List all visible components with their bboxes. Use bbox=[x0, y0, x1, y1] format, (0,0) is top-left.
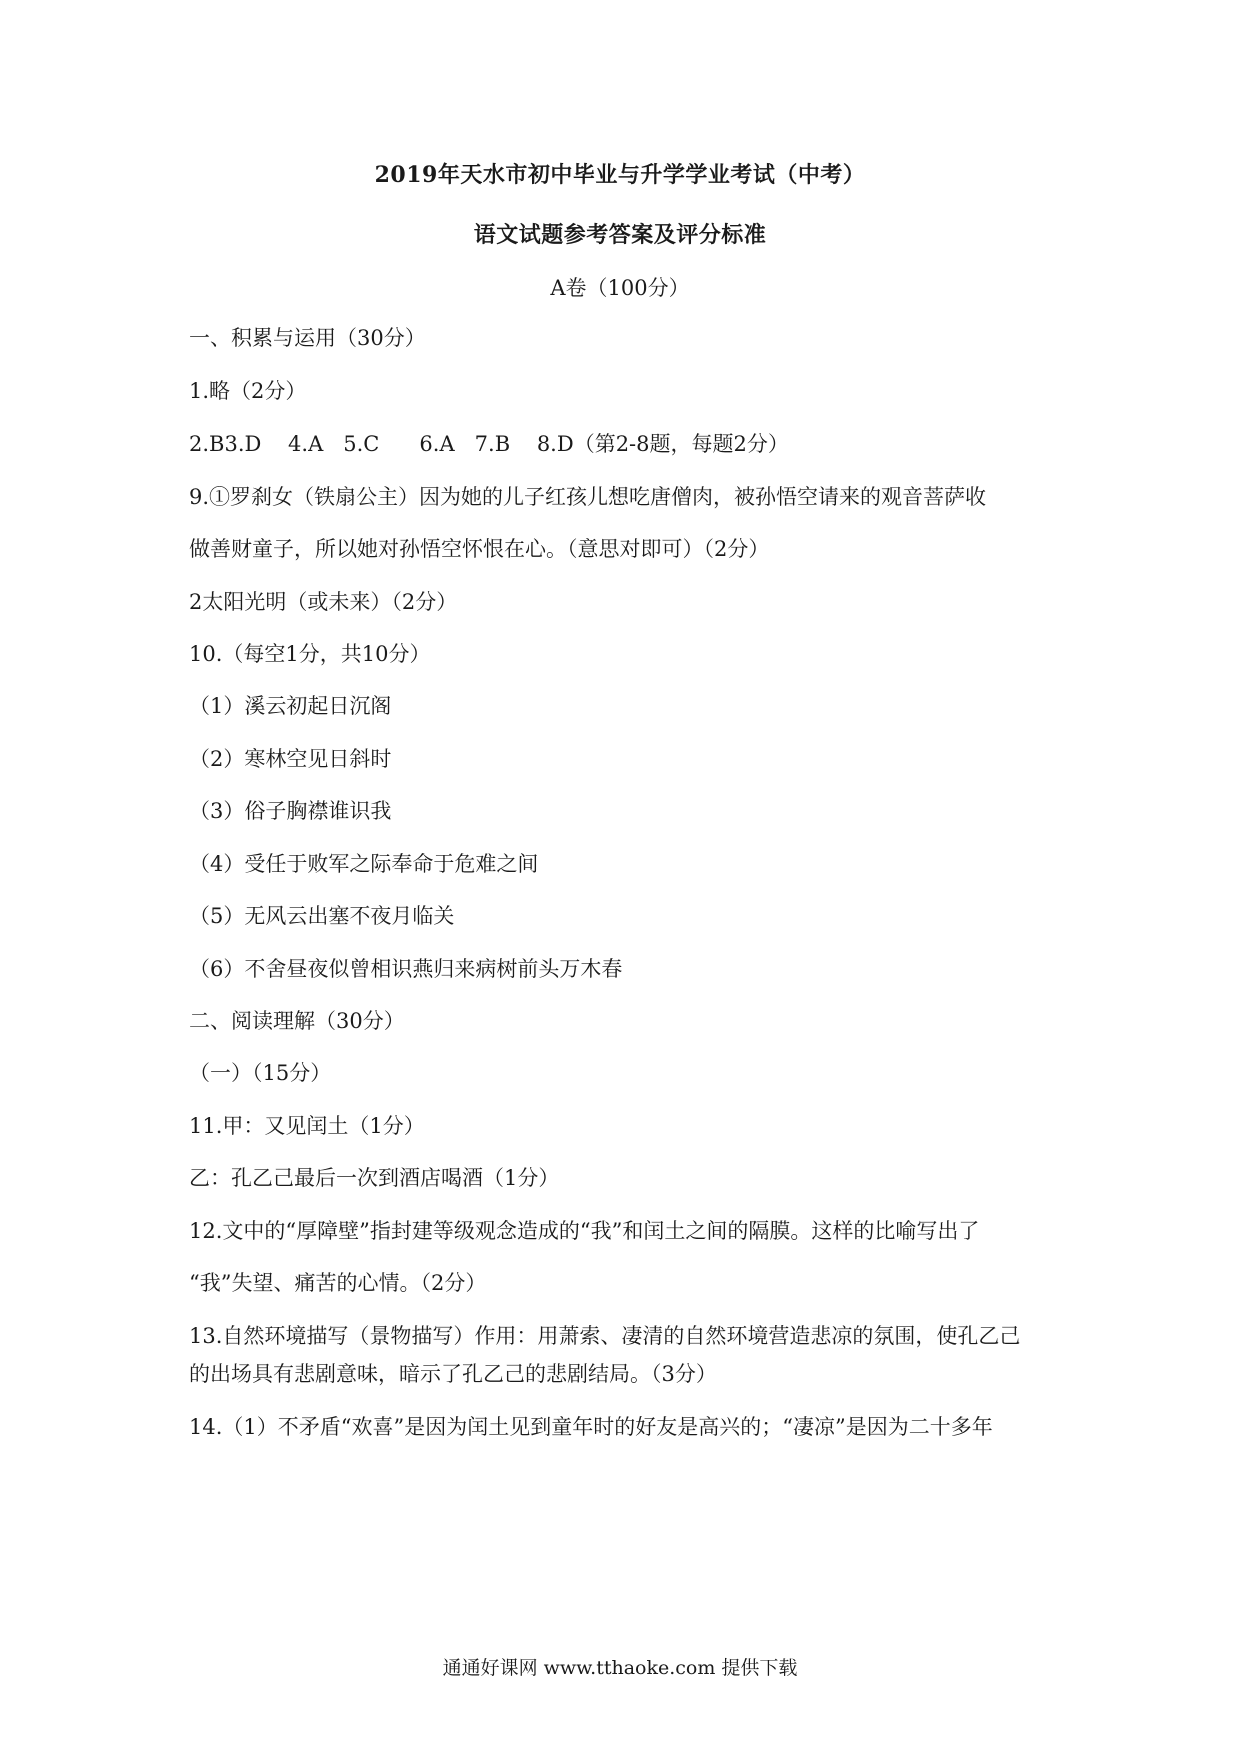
answer-line: 乙：孔乙己最后一次到酒店喝酒（1分） bbox=[189, 1166, 560, 1190]
answer-line: “我”失望、痛苦的心情。（2分） bbox=[189, 1271, 487, 1295]
page-footer: 通通好课网 www.tthaoke.com 提供下载 bbox=[442, 1657, 798, 1679]
answer-line: 13.自然环境描写（景物描写）作用：用萧索、凄清的自然环境营造悲凉的氛围，使孔乙己 bbox=[189, 1324, 1021, 1348]
answer-line: 1.略（2分） bbox=[189, 379, 307, 403]
answer-line: （5）无风云出塞不夜月临关 bbox=[189, 904, 455, 928]
document-title: 2019年天水市初中毕业与升学学业考试（中考） bbox=[374, 162, 866, 188]
answer-line: 11.甲：又见闰土（1分） bbox=[189, 1114, 425, 1138]
document-subtitle-heading: 语文试题参考答案及评分标准 bbox=[473, 222, 767, 248]
answer-line: 14.（1）不矛盾“欢喜”是因为闰土见到童年时的好友是高兴的；“凄凉”是因为二十多年 bbox=[189, 1415, 993, 1439]
answer-line: 的出场具有悲剧意味，暗示了孔乙己的悲剧结局。（3分） bbox=[189, 1362, 717, 1386]
answer-line: 12.文中的“厚障壁”指封建等级观念造成的“我”和闰土之间的隔膜。这样的比喻写出了 bbox=[189, 1219, 980, 1243]
answer-line: 做善财童子，所以她对孙悟空怀恨在心。（意思对即可）（2分） bbox=[189, 537, 770, 561]
answer-line: （4）受任于败军之际奉命于危难之间 bbox=[189, 852, 539, 876]
answer-line: 9.①罗刹女（铁扇公主）因为她的儿子红孩儿想吃唐僧肉，被孙悟空请来的观音菩萨收 bbox=[189, 485, 987, 509]
answer-line: （3）俗子胸襟谁识我 bbox=[189, 799, 392, 823]
section-heading: 一、积累与运用（30分） bbox=[189, 326, 426, 350]
answer-line: （2）寒林空见日斜时 bbox=[189, 747, 392, 771]
answer-line: （1）溪云初起日沉阁 bbox=[189, 694, 392, 718]
answer-line: 2.B3.D 4.A 5.C 6.A 7.B 8.D（第2-8题，每题2分） bbox=[189, 432, 789, 456]
answer-line: （6）不舍昼夜似曾相识燕归来病树前头万木春 bbox=[189, 957, 623, 981]
section-heading: 二、阅读理解（30分） bbox=[189, 1009, 405, 1033]
subsection-heading: （一）（15分） bbox=[189, 1061, 332, 1085]
answer-line: 10.（每空1分，共10分） bbox=[189, 642, 431, 666]
paper-section-label: A卷（100分） bbox=[550, 276, 690, 300]
answer-line: 2太阳光明（或未来）（2分） bbox=[189, 590, 458, 614]
